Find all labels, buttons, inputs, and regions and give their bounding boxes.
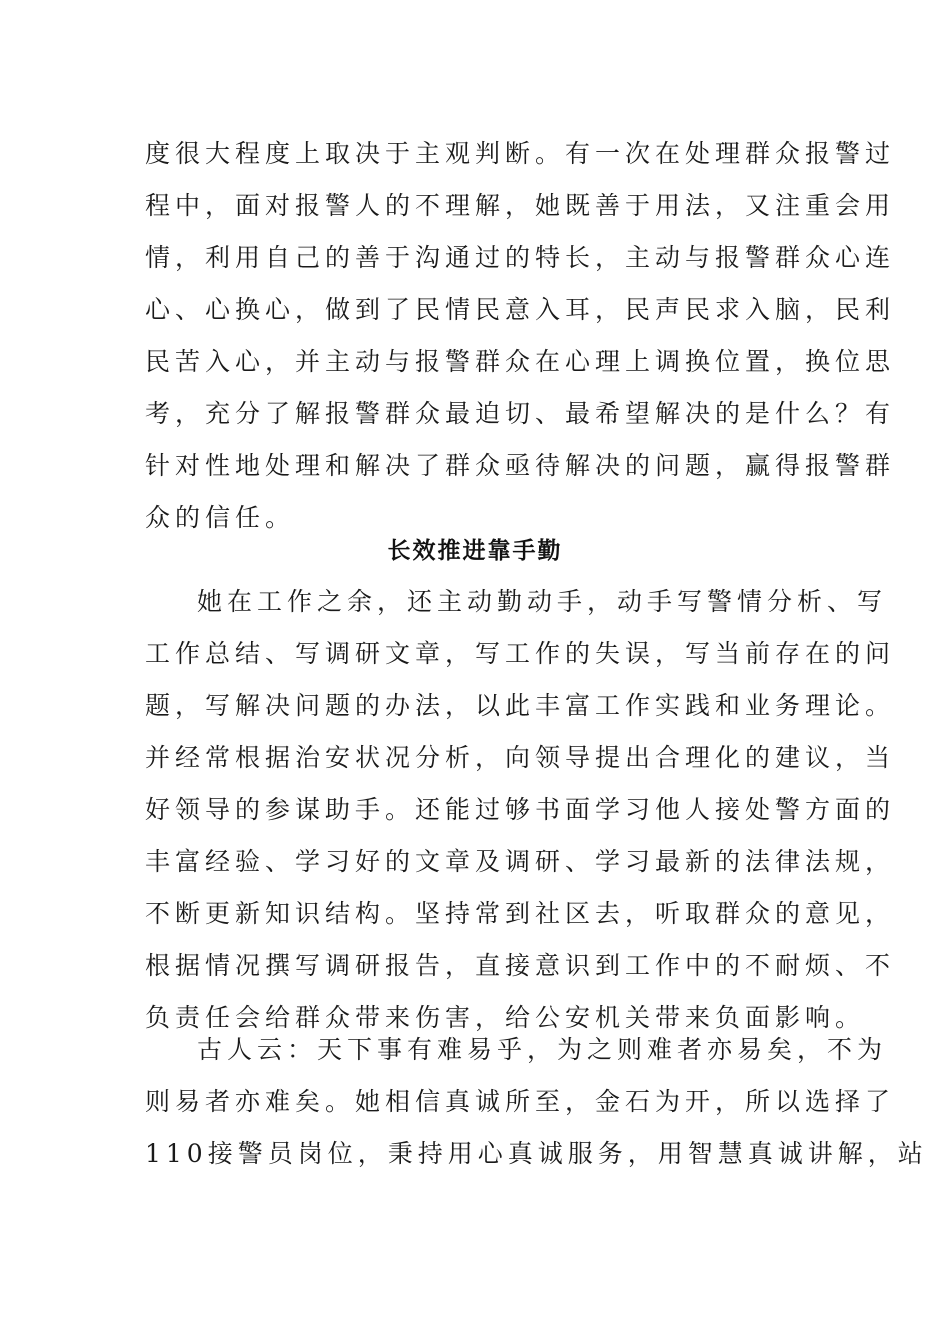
paragraph-line: 工作总结、写调研文章，写工作的失误，写当前存在的问 [145, 639, 896, 668]
paragraph-line: 考，充分了解报警群众最迫切、最希望解决的是什么？有 [145, 399, 896, 428]
paragraph-line: 心、心换心，做到了民情民意入耳，民声民求入脑，民利 [145, 295, 896, 324]
paragraph-3 [145, 1024, 928, 1180]
paragraph-line: 针对性地处理和解决了群众亟待解决的问题，赢得报警群 [145, 451, 896, 480]
paragraph-line: 题，写解决问题的办法，以此丰富工作实践和业务理论。 [145, 691, 896, 720]
paragraph-line: 则易者亦难矣。她相信真诚所至，金石为开，所以选择了 [145, 1087, 896, 1116]
paragraph-line: 不断更新知识结构。坚持常到社区去，听取群众的意见， [145, 899, 896, 928]
paragraph-2 [145, 576, 896, 1044]
paragraph-line: 丰富经验、学习好的文章及调研、学习最新的法律法规， [145, 847, 896, 876]
paragraph-line: 负责任会给群众带来伤害，给公安机关带来负面影响。 [145, 1003, 866, 1032]
section-heading: 长效推进靠手勤 [387, 538, 563, 564]
paragraph-line: 度很大程度上取决于主观判断。有一次在处理群众报警过 [145, 139, 896, 168]
paragraph-1 [145, 128, 896, 544]
paragraph-line: 程中，面对报警人的不理解，她既善于用法，又注重会用 [145, 191, 896, 220]
paragraph-line: 众的信任。 [145, 503, 296, 532]
paragraph-line: 民苦入心，并主动与报警群众在心理上调换位置，换位思 [145, 347, 896, 376]
paragraph-line: 并经常根据治安状况分析，向领导提出合理化的建议，当 [145, 743, 896, 772]
paragraph-line: 好领导的参谋助手。还能过够书面学习他人接处警方面的 [145, 795, 896, 824]
paragraph-line: 她在工作之余，还主动勤动手，动手写警情分析、写 [197, 587, 888, 616]
paragraph-line: 情，利用自己的善于沟通过的特长，主动与报警群众心连 [145, 243, 896, 272]
paragraph-line: 古人云：天下事有难易乎，为之则难者亦易矣，不为 [197, 1035, 888, 1064]
paragraph-line: 根据情况撰写调研报告，直接意识到工作中的不耐烦、不 [145, 951, 896, 980]
paragraph-line: 110接警员岗位，秉持用心真诚服务，用智慧真诚讲解，站 [145, 1139, 928, 1168]
